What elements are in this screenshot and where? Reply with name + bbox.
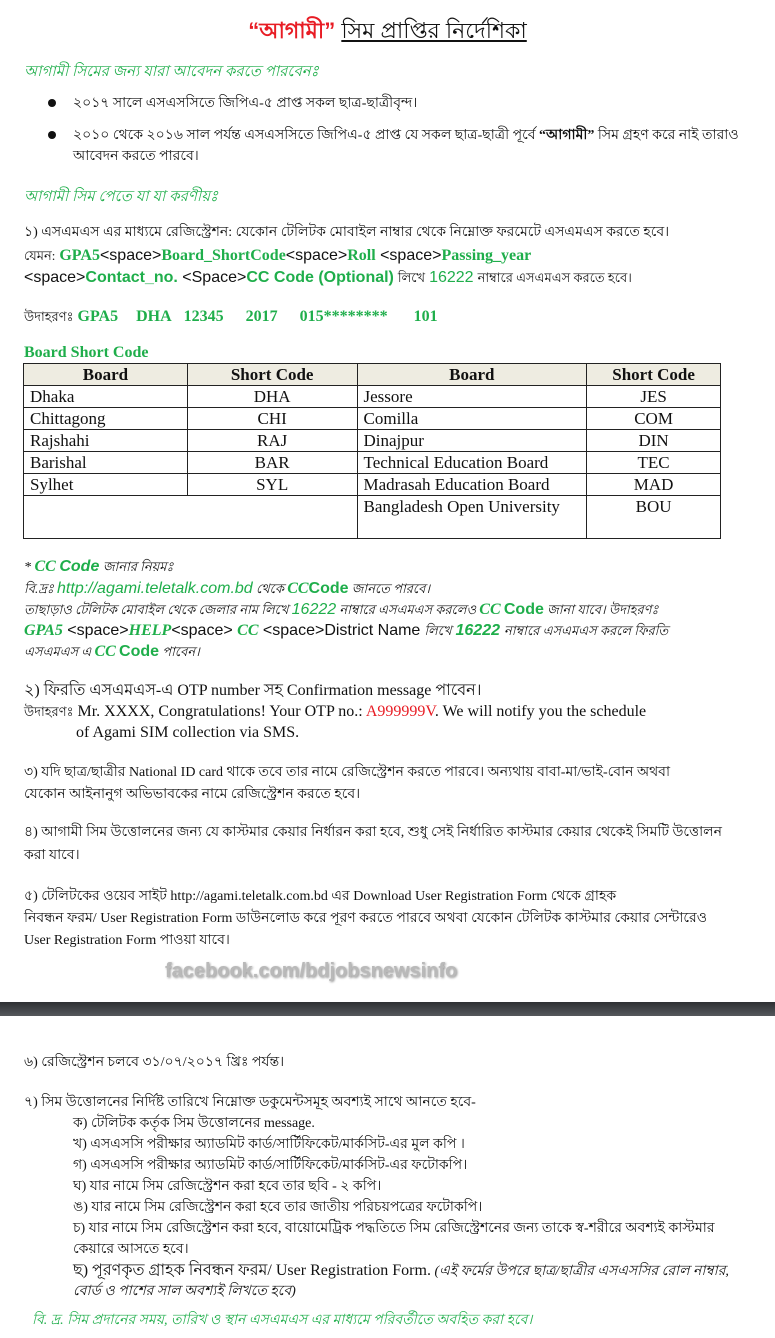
text: সিম গ্রহণ করে নাই তারাও [597,128,739,143]
footer-note: বি. দ্র. সিম প্রদানের সময়, তারিখ ও স্থান এসএমএস এর মাধ্যমে পরিবর্তীতে অবহিত করা হবে। [32,1313,533,1328]
cell: Rajshahi [24,430,188,452]
gpa5: GPA5 [24,622,63,639]
step5-line: ৫) টেলিটকের ওয়েব সাইট http://agami.teletalk.com.bd এর Download User Registration Form থেকে গ্রাহক [24,889,617,904]
text: ২০১০ থেকে ২০১৬ সাল পর্যন্ত এসএসসিতে জিপিএ-৫ প্রাপ্ত যে সকল ছাত্র-ছাত্রী পূর্বে [73,128,536,143]
space: <space> [99,247,162,264]
step6: ৬) রেজিস্ট্রেশন চলবে ৩১/০৭/২০১৭ খ্রিঃ পর্যন্ত। [24,1055,285,1070]
step2-example-cont: of Agami SIM collection via SMS. [76,724,300,741]
step1-line1: ১) এসএমএস এর মাধ্যমে রেজিস্ট্রেশন: যেকোন টেলিটক মোবাইল নাম্বার থেকে নিম্নোক্ত ফরমেটে এসএমএস করতে হবে। [24,225,670,240]
step3-line: যেকোন আইনানুগ অভিভাবকের নামে রেজিস্ট্রেশন করতে হবে। [24,787,361,802]
cc-note [24,578,430,599]
eligibility-item [73,125,739,146]
step4-line: করা যাবে। [24,848,80,863]
cell: Bangladesh Open University [357,496,587,539]
cell: Barishal [24,452,188,474]
step7-item: কেয়ারে আসতে হবে। [73,1242,189,1257]
cc: CC [479,601,501,618]
board-code: Board_ShortCode [161,247,286,264]
cell: Sylhet [24,474,188,496]
board-table-title: Board Short Code [24,344,149,361]
ex-val: GPA5 [77,308,119,325]
cc-heading [24,556,173,578]
district: <space>District Name [258,622,421,639]
space: <space> [24,269,86,286]
cell: BOU [587,496,721,539]
agami-url[interactable]: http://agami.teletalk.com.bd [57,580,253,597]
cc: CC [237,622,259,639]
table-row [24,386,721,408]
page-divider [0,1002,775,1016]
text: তাছাড়াও টেলিটক মোবাইল থেকে জেলার নাম লিখে [24,602,289,617]
step1-format-line1 [24,245,531,266]
help: HELP [128,622,172,639]
table-row [24,452,721,474]
eligibility-heading: আগামী সিমের জন্য যারা আবেদন করতে পারবেনঃ [24,64,319,80]
cell: JES [587,386,721,408]
step7-item-last-cont: বোর্ড ও পাশের সাল অবশ্যই লিখতে হবে) [73,1284,296,1299]
space: <space> [285,247,348,264]
bullet-icon [48,131,56,139]
step7-item: ক) টেলিটক কর্তৃক সিম উত্তোলনের message. [73,1116,315,1131]
header-code: Short Code [587,364,721,386]
cell: RAJ [187,430,357,452]
cell: BAR [187,452,357,474]
space: <space> [171,622,238,639]
text: নাম্বারে এসএমএস করতে হবে। [477,270,632,285]
step7-item: খ) এসএসসি পরীক্ষার অ্যাডমিট কার্ড/সার্টিফিকেট/মার্কসিট-এর মুল কপি । [73,1137,465,1152]
step4-line: ৪) আগামী সিম উত্তোলনের জন্য যে কাস্টমার কেয়ার নির্ধারন করা হবে, শুধু সেই নির্ধারিত কাস্টমার কেয়ার থেকেই সিমটি উত্তোলন [24,825,722,840]
label: উদাহরণঃ [24,704,74,719]
sms-number: 16222 [291,601,337,618]
step5-line: User Registration Form পাওয়া যাবে। [24,933,230,948]
cell: Dhaka [24,386,188,408]
space: <space> [375,247,442,264]
step7-item: ঘ) যার নামে সিম রেজিস্ট্রেশন করা হবে তার ছবি - ২ কপি। [73,1179,382,1194]
title-agami: “আগামী” [248,18,336,43]
passing-year: Passing_year [441,247,532,264]
text: এসএমএস এ [24,644,92,659]
text: পাবেন। [162,644,200,659]
cc: CC [34,558,56,575]
ex-val: 2017 [245,308,278,325]
text: (এই ফর্মের উপরে ছাত্র/ছাত্রীর এসএসসির রোল নাম্বার, [434,1264,729,1279]
otp-value: A999999V [365,703,435,720]
star: * [24,560,31,575]
header-code: Short Code [187,364,357,386]
text: জানতে পারবে। [351,581,431,596]
cell: Chittagong [24,408,188,430]
step3-line: ৩) যদি ছাত্র/ছাত্রীর National ID card থাকে তবে তার নামে রেজিস্ট্রেশন করতে পারবে। অন্যথায় বাবা-মা/ভাই-বোন অথবা [24,765,671,780]
space: <Space> [177,269,247,286]
label: উদাহরণঃ [24,309,74,324]
ex-val: 015******** [299,308,388,325]
eligibility-item: ২০১৭ সালে এসএসসিতে জিপিএ-৫ প্রাপ্ত সকল ছাত্র-ছাত্রীবৃন্দ। [73,96,418,111]
step7-item: ঙ) যার নামে সিম রেজিস্ট্রেশন করা হবে তার জাতীয় পরিচয়পত্রের ফটোকপি। [73,1200,483,1215]
step7-item: চ) যার নামে সিম রেজিস্ট্রেশন করা হবে, বায়োমেট্রিক পদ্ধতিতে সিম রেজিস্ট্রেশনের জন্য তাকে স্ব-শরীরে অবশ্যই কাস্টমার [73,1221,715,1236]
text: লিখে [397,270,426,285]
cell: Comilla [357,408,587,430]
step7-line1: ৭) সিম উত্তোলনের নির্দিষ্ট তারিখে নিম্নোক্ত ডকুমেন্টসমূহ অবশ্যই সাথে আনতে হবে- [24,1095,476,1110]
table-row [24,430,721,452]
text: লিখে [424,623,452,638]
code: Code [308,580,349,597]
table-header [24,364,721,386]
cell: MAD [587,474,721,496]
step2-line1: ২) ফিরতি এসএমএস-এ OTP number সহ Confirmation message পাবেন। [24,682,482,699]
cc: CC [94,643,116,660]
cc-line4 [24,620,668,641]
space: <space> [62,622,129,639]
step1-format-line2 [24,267,632,288]
cell: Madrasah Education Board [357,474,587,496]
header-board: Board [24,364,188,386]
code: Code [119,643,160,660]
cell: DIN [587,430,721,452]
cell: Technical Education Board [357,452,587,474]
steps-heading: আগামী সিম পেতে যা যা করণীয়ঃ [24,189,219,205]
text: থেকে [255,581,284,596]
watermark: facebook.com/bdjobsnewsinfo [165,960,458,982]
agami-bold: “আগামী” [539,128,595,143]
cc-code: CC Code (Optional) [246,269,394,286]
step2-example [24,701,646,722]
code: Code [59,558,100,575]
cell: COM [587,408,721,430]
sms-number: 16222 [429,269,474,286]
table-row [24,474,721,496]
table-row [24,496,721,539]
code: Code [503,601,544,618]
text: নাম্বারে এসএমএস করলে ফিরতি [504,623,669,638]
cell: TEC [587,452,721,474]
text: . We will notify you the schedule [434,703,647,720]
contact: Contact_no. [85,269,178,286]
header-board: Board [357,364,587,386]
text: Mr. XXXX, Congratulations! Your OTP no.: [77,703,363,720]
cc: CC [287,580,309,597]
cell: SYL [187,474,357,496]
cell: DHA [187,386,357,408]
roll: Roll [347,247,376,264]
cell [24,496,358,539]
step7-item: গ) এসএসসি পরীক্ষার অ্যাডমিট কার্ড/সার্টিফিকেট/মার্কসিট-এর ফটোকপি। [73,1158,468,1173]
label: যেমন: [24,248,56,263]
text: জানার নিয়মঃ [102,559,174,574]
step7-item-last [73,1260,729,1282]
cell: CHI [187,408,357,430]
table-row [24,408,721,430]
text: বি.দ্রঃ [24,581,54,596]
step1-example [24,306,438,327]
page-title [0,14,775,51]
sms-number: 16222 [455,622,500,639]
text: নাম্বারে এসএমএস করলেও [339,602,477,617]
cell: Jessore [357,386,587,408]
ex-val: DHA [136,308,172,325]
text: জানা যাবে। উদাহরণঃ [547,602,659,617]
bullet-icon [48,99,56,107]
text: ছ) পূরণকৃত গ্রাহক নিবন্ধন ফরম/ User Registration Form. [73,1262,431,1279]
eligibility-item-cont: আবেদন করতে পারবে। [73,149,199,164]
cc-line5 [24,641,200,662]
cc-line3 [24,599,658,620]
ex-val: 101 [413,308,438,325]
ex-val: 12345 [183,308,224,325]
title-rest: সিম প্রাপ্তির নির্দেশিকা [341,18,527,43]
step5-line: নিবন্ধন ফরম/ User Registration Form ডাউনলোড করে পূরণ করতে পারবে অথবা যেকোন টেলিটক কাস্টমার কেয়ার সেন্টারেও [24,911,708,926]
gpa5: GPA5 [59,247,100,264]
board-code-table [23,363,721,539]
cell: Dinajpur [357,430,587,452]
